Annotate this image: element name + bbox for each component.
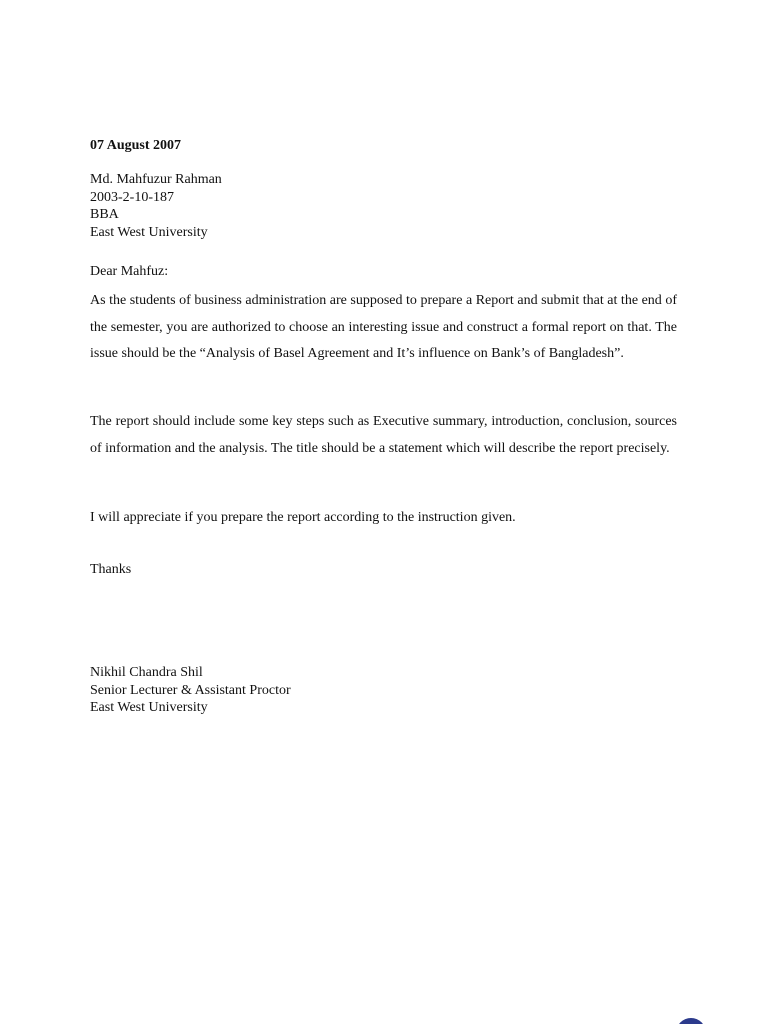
body-paragraph-2: The report should include some key steps such as Executive summary, introduction, conclusion, sources of information and the analysis. The title should be a statement which will describe the report precisely. [90, 414, 677, 456]
recipient-program: BBA [90, 207, 119, 222]
sender-name: Nikhil Chandra Shil [90, 665, 203, 680]
sender-institution: East West University [90, 700, 208, 715]
recipient-address [90, 171, 677, 241]
recipient-id: 2003-2-10-187 [90, 189, 174, 205]
letter-date: 07 August 2007 [90, 138, 182, 153]
sender-title: Senior Lecturer & Assistant Proctor [90, 682, 291, 698]
salutation: Dear Mahfuz: [90, 264, 169, 279]
body-paragraph-1: As the students of business administration are supposed to prepare a Report and submit that at the end of the semester, you are authorized to choose an interesting issue and construct a formal report on that. The issue should be the “Analysis of Basel Agreement and It’s influence on Bank’s of Bangladesh”. [90, 293, 677, 361]
corner-circle-mark [676, 1018, 706, 1024]
recipient-institution: East West University [90, 224, 208, 240]
recipient-name: Md. Mahfuzur Rahman [90, 172, 222, 187]
sender-signature-block [90, 664, 677, 717]
body-paragraph-3: I will appreciate if you prepare the report according to the instruction given. [90, 510, 516, 525]
closing: Thanks [90, 562, 132, 577]
